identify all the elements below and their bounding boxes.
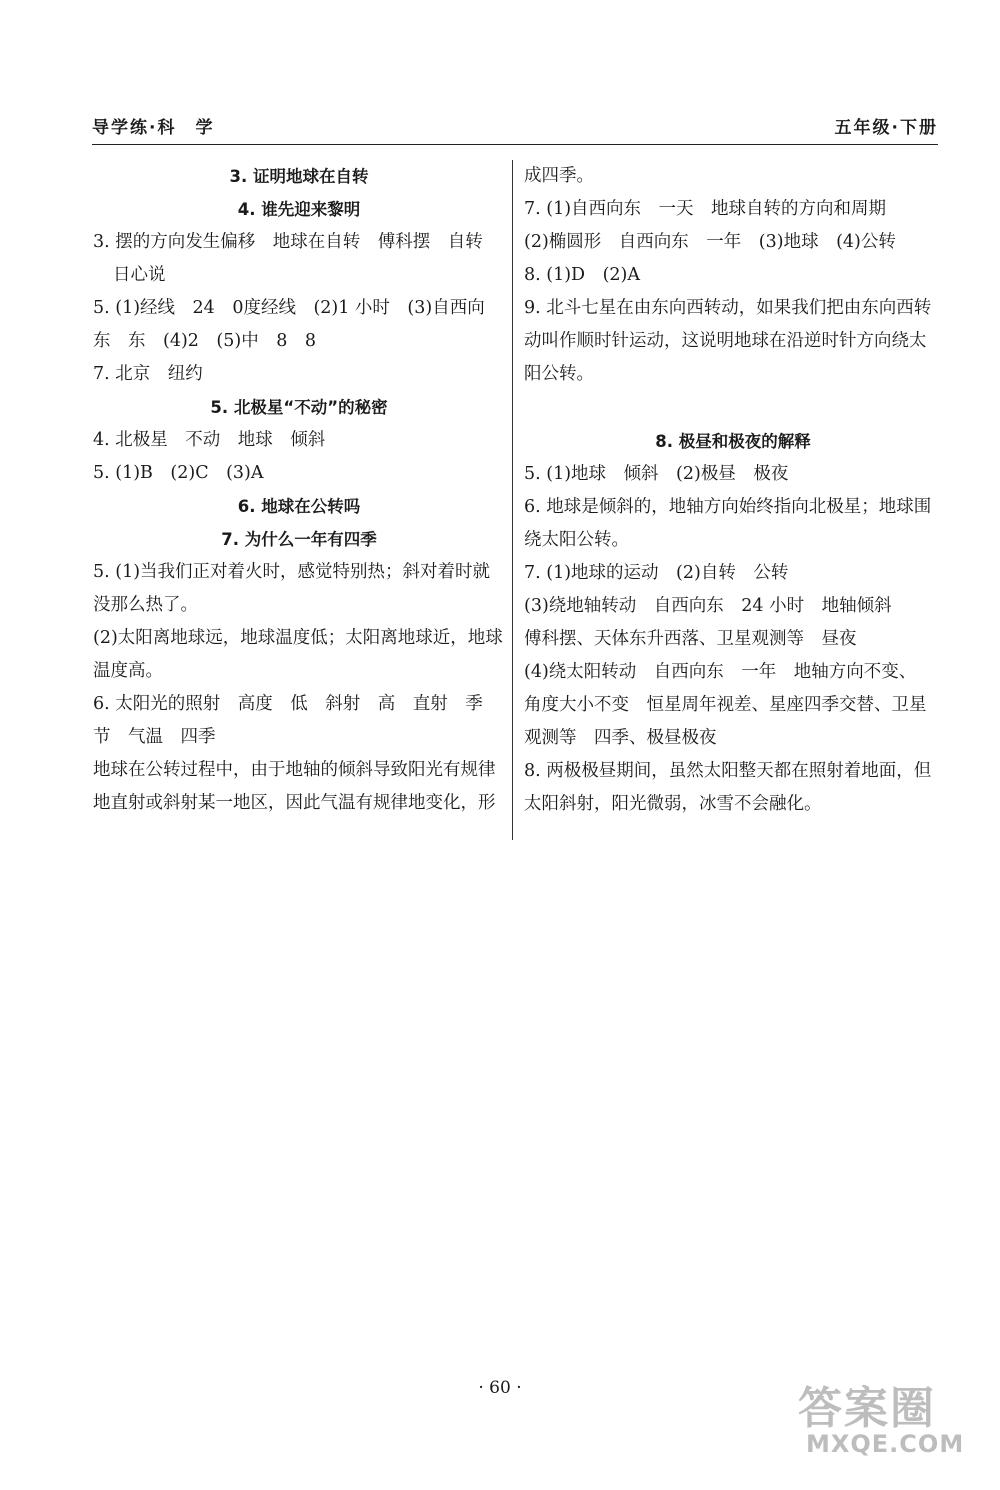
header-rule (92, 144, 938, 145)
answer-line: 太阳斜射，阳光微弱，冰雪不会融化。 (524, 794, 822, 814)
watermark-site: MXQE.COM (806, 1430, 965, 1458)
section-gap (524, 391, 942, 425)
answer-line: 7. (1)自西向东 一天 地球自转的方向和周期 (524, 199, 887, 219)
answer-line: 7. (1)地球的运动 (2)自转 公转 (524, 563, 789, 583)
answer-line: 5. (1)B (2)C (3)A (93, 463, 264, 483)
answer-line: 观测等 四季、极昼极夜 (524, 728, 717, 748)
answer-line: 阳公转。 (524, 364, 594, 384)
answer-line: 6. 太阳光的照射 高度 低 斜射 高 直射 季 (93, 694, 483, 714)
answer-line: 7. 北京 纽约 (93, 364, 203, 384)
watermark-icon: 答案圈 (798, 1383, 936, 1434)
answer-line: 3. 摆的方向发生偏移 地球在自转 傅科摆 自转 (93, 232, 483, 252)
answer-line: 4. 北极星 不动 地球 倾斜 (93, 430, 326, 450)
section-heading: 7. 为什么一年有四季 (221, 530, 377, 549)
answer-line: 日心说 (113, 265, 166, 285)
answer-line: 温度高。 (93, 661, 163, 681)
answer-line: 成四季。 (524, 166, 594, 186)
answer-line: 5. (1)当我们正对着火时，感觉特别热；斜对着时就 (93, 562, 491, 582)
answer-line: 傅科摆、天体东升西落、卫星观测等 昼夜 (524, 629, 857, 649)
answer-line: 没那么热了。 (93, 595, 198, 615)
answer-line: (4)绕太阳转动 自西向东 一年 地轴方向不变、 (524, 662, 917, 682)
answer-line: (2)太阳离地球远，地球温度低；太阳离地球近，地球 (93, 628, 503, 648)
answer-line: 8. (1)D (2)A (524, 265, 641, 285)
answer-line: 节 气温 四季 (93, 727, 216, 747)
answer-line: 角度大小不变 恒星周年视差、星座四季交替、卫星 (524, 695, 927, 715)
answer-line: 6. 地球是倾斜的，地轴方向始终指向北极星；地球围 (524, 497, 932, 517)
section-heading: 3. 证明地球在自转 (229, 167, 369, 186)
answer-line: 5. (1)经线 24 0度经线 (2)1 小时 (3)自西向 (93, 298, 485, 318)
answer-line: (3)绕地轴转动 自西向东 24 小时 地轴倾斜 (524, 596, 892, 616)
answer-line: 5. (1)地球 倾斜 (2)极昼 极夜 (524, 464, 789, 484)
section-heading: 8. 极昼和极夜的解释 (655, 432, 811, 451)
header-grade: 五年级·下册 (834, 118, 938, 138)
section-heading: 5. 北极星“不动”的秘密 (210, 398, 388, 417)
answer-line: 动叫作顺时针运动，这说明地球在沿逆时针方向绕太 (524, 331, 927, 351)
answer-line: 地直射或斜射某一地区，因此气温有规律地变化，形 (93, 793, 496, 813)
page-number: · 60 · (478, 1378, 522, 1398)
column-divider (512, 160, 513, 840)
right-column (524, 160, 942, 821)
left-column (93, 160, 505, 820)
answer-line: 地球在公转过程中，由于地轴的倾斜导致阳光有规律 (93, 760, 496, 780)
section-heading: 6. 地球在公转吗 (237, 497, 361, 516)
section-heading: 4. 谁先迎来黎明 (237, 200, 361, 219)
answer-line: 东 东 (4)2 (5)中 8 8 (93, 331, 316, 351)
watermark-logo (798, 1372, 988, 1472)
answer-line: (2)椭圆形 自西向东 一年 (3)地球 (4)公转 (524, 232, 896, 252)
header-book-title: 导学练·科 学 (92, 118, 215, 138)
answer-line: 8. 两极极昼期间，虽然太阳整天都在照射着地面，但 (524, 761, 932, 781)
answer-line: 9. 北斗七星在由东向西转动，如果我们把由东向西转 (524, 298, 932, 318)
answer-line: 绕太阳公转。 (524, 530, 629, 550)
